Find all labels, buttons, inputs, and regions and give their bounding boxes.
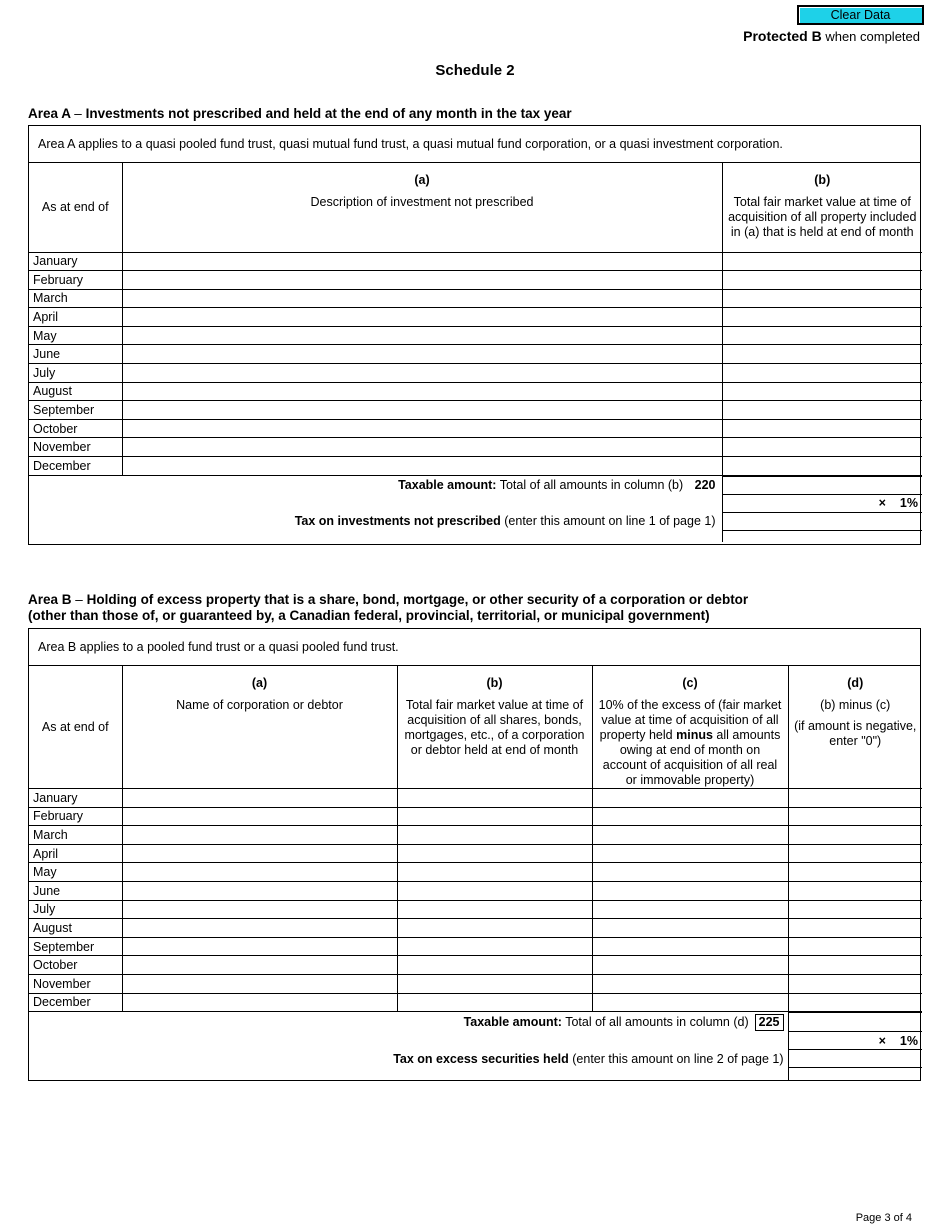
area-a-multiply-symbol: × — [878, 496, 886, 511]
area-a-col-a-text: Description of investment not prescribed — [310, 195, 534, 209]
area-a-january-col-a-input[interactable] — [122, 252, 722, 271]
area-b-col-c-minus: minus — [676, 728, 713, 742]
area-a-april-col-b-input[interactable] — [722, 308, 922, 327]
area-b-july-col-d-input[interactable] — [788, 900, 922, 919]
area-b-october-col-d-input[interactable] — [788, 956, 922, 975]
area-a-prefix: Area A — [28, 106, 71, 121]
area-b-august-col-b-input[interactable] — [397, 919, 592, 938]
area-b-november-col-b-input[interactable] — [397, 974, 592, 993]
area-b-july-col-a-input[interactable] — [122, 900, 397, 919]
area-a-tax-row — [29, 512, 722, 530]
area-b-col-d-letter: (d) — [847, 676, 864, 690]
area-a-row-may — [29, 326, 922, 345]
area-a-month-label: July — [29, 364, 122, 383]
area-b-october-col-c-input[interactable] — [592, 956, 788, 975]
area-b-month-label: November — [29, 974, 122, 993]
area-a-col-as-at-label: As at end of — [41, 199, 109, 214]
area-b-may-col-d-input[interactable] — [788, 863, 922, 882]
area-b-col-d-text1: (b) minus (c) — [820, 698, 891, 712]
area-b-july-col-c-input[interactable] — [592, 900, 788, 919]
area-b-january-col-c-input[interactable] — [592, 789, 788, 808]
area-b-row-february — [29, 807, 922, 826]
area-b-september-col-b-input[interactable] — [397, 937, 592, 956]
area-b-rate-cell — [788, 1032, 922, 1050]
area-b-row-december — [29, 993, 922, 1012]
area-b-row-november — [29, 974, 922, 993]
area-a-october-col-b-input[interactable] — [722, 419, 922, 438]
area-a-month-label: March — [29, 289, 122, 308]
area-b-summary — [29, 1012, 922, 1080]
area-b-box — [28, 628, 921, 1081]
area-b-september-col-a-input[interactable] — [122, 937, 397, 956]
area-a-august-col-a-input[interactable] — [122, 382, 722, 401]
area-a-december-col-a-input[interactable] — [122, 457, 722, 476]
area-b-row-may — [29, 863, 922, 882]
area-b-col-a-letter: (a) — [251, 676, 268, 690]
area-b-february-col-a-input[interactable] — [122, 807, 397, 826]
protected-notice — [743, 28, 920, 44]
area-b-tax-input[interactable] — [788, 1050, 922, 1068]
area-b-march-col-b-input[interactable] — [397, 826, 592, 845]
area-b-month-label: August — [29, 919, 122, 938]
area-a-month-label: January — [29, 252, 122, 271]
area-a-march-col-b-input[interactable] — [722, 289, 922, 308]
area-b-table — [29, 666, 922, 1012]
area-b-tax-row — [29, 1050, 788, 1068]
area-a-box — [28, 125, 921, 545]
area-b-row-june — [29, 881, 922, 900]
area-b-taxable-row — [29, 1013, 788, 1032]
area-a-april-col-a-input[interactable] — [122, 308, 722, 327]
area-a-month-label: August — [29, 382, 122, 401]
area-b-august-col-a-input[interactable] — [122, 919, 397, 938]
area-b-row-march — [29, 826, 922, 845]
area-a-col-a-letter: (a) — [414, 173, 430, 187]
area-b-november-col-c-input[interactable] — [592, 974, 788, 993]
area-b-may-col-a-input[interactable] — [122, 863, 397, 882]
area-a-january-col-b-input[interactable] — [722, 252, 922, 271]
area-b-row-april — [29, 844, 922, 863]
area-b-col-d-text2: (if amount is negative, enter "0") — [794, 719, 917, 748]
area-b-may-col-c-input[interactable] — [592, 863, 788, 882]
area-b-june-col-d-input[interactable] — [788, 881, 922, 900]
area-a-month-label: September — [29, 401, 122, 420]
area-b-dash: – — [75, 592, 83, 607]
area-b-february-col-d-input[interactable] — [788, 807, 922, 826]
area-a-rate-cell — [722, 494, 922, 512]
area-b-col-b-letter: (b) — [486, 676, 503, 690]
area-b-march-col-a-input[interactable] — [122, 826, 397, 845]
area-b-taxable-text: Total of all amounts in column (d) — [565, 1014, 749, 1029]
protected-suffix: when completed — [825, 29, 920, 44]
area-a-taxable-text: Total of all amounts in column (b) — [499, 478, 684, 493]
area-a-month-label: November — [29, 438, 122, 457]
area-b-june-col-a-input[interactable] — [122, 881, 397, 900]
area-a-title — [28, 106, 572, 122]
area-b-december-col-b-input[interactable] — [397, 993, 592, 1012]
area-b-april-col-c-input[interactable] — [592, 844, 788, 863]
area-a-row-october — [29, 419, 922, 438]
area-a-title-text: Investments not prescribed and held at the end of any month in the tax year — [85, 106, 572, 121]
area-b-july-col-b-input[interactable] — [397, 900, 592, 919]
area-a-march-col-a-input[interactable] — [122, 289, 722, 308]
area-b-may-col-b-input[interactable] — [397, 863, 592, 882]
area-a-tax-label: Tax on investments not prescribed — [294, 514, 501, 529]
area-a-february-col-a-input[interactable] — [122, 271, 722, 290]
area-a-month-label: December — [29, 457, 122, 476]
area-a-december-col-b-input[interactable] — [722, 457, 922, 476]
area-a-july-col-a-input[interactable] — [122, 364, 722, 383]
area-a-row-december — [29, 457, 922, 476]
area-b-row-january — [29, 789, 922, 808]
area-a-taxable-label: Taxable amount: — [398, 478, 497, 493]
area-a-tax-text: (enter this amount on line 1 of page 1) — [504, 514, 716, 529]
page-title: Schedule 2 — [435, 62, 515, 79]
area-b-rate: 1% — [899, 1033, 918, 1048]
area-a-july-col-b-input[interactable] — [722, 364, 922, 383]
area-a-row-march — [29, 289, 922, 308]
area-b-december-col-d-input[interactable] — [788, 993, 922, 1012]
area-a-month-label: October — [29, 419, 122, 438]
area-a-col-b-text: Total fair market value at time of acquisition of all property included in (a) that is held at end of month — [728, 195, 917, 239]
area-a-taxable-code: 220 — [694, 478, 716, 493]
area-b-march-col-d-input[interactable] — [788, 826, 922, 845]
area-a-september-col-b-input[interactable] — [722, 401, 922, 420]
page-number: Page 3 of 4 — [855, 1212, 912, 1224]
area-b-col-c-text-pre: 10% of the excess of (fair market value at time of acquisition of all property held — [598, 698, 782, 742]
area-b-november-col-a-input[interactable] — [122, 974, 397, 993]
area-a-row-august — [29, 382, 922, 401]
area-a-taxable-input[interactable] — [722, 476, 922, 494]
area-b-month-label: December — [29, 993, 122, 1012]
area-b-december-col-c-input[interactable] — [592, 993, 788, 1012]
area-b-col-d — [788, 666, 922, 789]
area-a-row-june — [29, 345, 922, 364]
area-a-row-january — [29, 252, 922, 271]
area-a-tax-input[interactable] — [722, 512, 922, 530]
area-b-col-a — [122, 666, 397, 789]
area-a-row-february — [29, 271, 922, 290]
area-b-april-col-a-input[interactable] — [122, 844, 397, 863]
area-b-february-col-c-input[interactable] — [592, 807, 788, 826]
area-b-month-label: January — [29, 789, 122, 808]
area-b-month-label: June — [29, 881, 122, 900]
area-b-row-august — [29, 919, 922, 938]
area-a-rate: 1% — [899, 496, 918, 511]
area-b-january-col-d-input[interactable] — [788, 789, 922, 808]
area-b-tax-label: Tax on excess securities held — [393, 1051, 569, 1066]
area-b-june-col-b-input[interactable] — [397, 881, 592, 900]
area-b-title — [28, 592, 748, 624]
area-b-month-label: May — [29, 863, 122, 882]
area-b-col-b — [397, 666, 592, 789]
area-a-august-col-b-input[interactable] — [722, 382, 922, 401]
area-a-month-label: April — [29, 308, 122, 327]
area-b-title-line2: (other than those of, or guaranteed by, a Canadian federal, provincial, territorial, or municipal government) — [28, 608, 710, 623]
area-b-month-label: October — [29, 956, 122, 975]
area-b-november-col-d-input[interactable] — [788, 974, 922, 993]
area-b-row-september — [29, 937, 922, 956]
area-a-month-label: May — [29, 326, 122, 345]
area-b-january-col-a-input[interactable] — [122, 789, 397, 808]
area-b-month-label: July — [29, 900, 122, 919]
area-b-december-col-a-input[interactable] — [122, 993, 397, 1012]
area-a-intro: Area A applies to a quasi pooled fund trust, quasi mutual fund trust, a quasi mutual fund corporation, or a quasi investment corporation. — [29, 126, 920, 163]
area-a-row-july — [29, 364, 922, 383]
area-a-row-september — [29, 401, 922, 420]
area-b-april-col-d-input[interactable] — [788, 844, 922, 863]
area-a-november-col-b-input[interactable] — [722, 438, 922, 457]
area-a-summary — [29, 476, 922, 543]
area-b-multiply-symbol: × — [878, 1033, 886, 1048]
area-b-march-col-c-input[interactable] — [592, 826, 788, 845]
area-a-june-col-a-input[interactable] — [122, 345, 722, 364]
area-b-august-col-c-input[interactable] — [592, 919, 788, 938]
area-b-col-a-text: Name of corporation or debtor — [176, 698, 343, 712]
area-b-month-label: February — [29, 807, 122, 826]
area-a-month-label: June — [29, 345, 122, 364]
area-a-col-b-letter: (b) — [814, 173, 831, 187]
area-b-august-col-d-input[interactable] — [788, 919, 922, 938]
area-b-tax-text: (enter this amount on line 2 of page 1) — [572, 1051, 784, 1066]
area-a-col-b — [722, 163, 922, 252]
area-b-september-col-d-input[interactable] — [788, 937, 922, 956]
area-a-february-col-b-input[interactable] — [722, 271, 922, 290]
area-a-row-november — [29, 438, 922, 457]
area-b-january-col-b-input[interactable] — [397, 789, 592, 808]
area-b-september-col-c-input[interactable] — [592, 937, 788, 956]
area-b-taxable-label: Taxable amount: — [463, 1014, 562, 1029]
area-a-row-april — [29, 308, 922, 327]
area-b-month-label: March — [29, 826, 122, 845]
area-b-col-b-text: Total fair market value at time of acquisition of all shares, bonds, mortgages, etc., of a corporation or debtor held at end of month — [404, 698, 585, 757]
area-a-taxable-row — [29, 476, 722, 494]
protected-b-label: Protected B — [743, 28, 822, 44]
area-a-june-col-b-input[interactable] — [722, 345, 922, 364]
area-b-month-label: April — [29, 844, 122, 863]
area-a-table — [29, 163, 922, 476]
area-a-november-col-a-input[interactable] — [122, 438, 722, 457]
area-a-october-col-a-input[interactable] — [122, 419, 722, 438]
area-b-april-col-b-input[interactable] — [397, 844, 592, 863]
area-a-may-col-b-input[interactable] — [722, 326, 922, 345]
area-b-october-col-b-input[interactable] — [397, 956, 592, 975]
area-b-taxable-input[interactable] — [788, 1013, 922, 1032]
area-b-col-as-at — [29, 666, 122, 789]
area-b-col-c — [592, 666, 788, 789]
area-b-title-line1: Holding of excess property that is a share, bond, mortgage, or other security of a corporation or debtor — [86, 592, 749, 607]
area-a-september-col-a-input[interactable] — [122, 401, 722, 420]
area-b-october-col-a-input[interactable] — [122, 956, 397, 975]
area-b-col-c-letter: (c) — [682, 676, 698, 690]
area-b-february-col-b-input[interactable] — [397, 807, 592, 826]
area-b-intro: Area B applies to a pooled fund trust or a quasi pooled fund trust. — [29, 629, 920, 666]
area-a-col-as-at — [29, 163, 122, 252]
area-b-col-c-text-post: all amounts owing at end of month on account of acquisition of all real or immovable property) — [602, 728, 781, 787]
area-a-may-col-a-input[interactable] — [122, 326, 722, 345]
area-a-dash: – — [74, 106, 82, 121]
area-b-taxable-code: 225 — [755, 1014, 784, 1031]
area-a-col-a — [122, 163, 722, 252]
area-b-prefix: Area B — [28, 592, 72, 607]
area-b-col-as-at-label: As at end of — [41, 719, 109, 734]
clear-data-button[interactable]: Clear Data — [797, 5, 924, 25]
area-b-month-label: September — [29, 937, 122, 956]
area-b-row-october — [29, 956, 922, 975]
area-a-month-label: February — [29, 271, 122, 290]
area-b-row-july — [29, 900, 922, 919]
area-b-june-col-c-input[interactable] — [592, 881, 788, 900]
